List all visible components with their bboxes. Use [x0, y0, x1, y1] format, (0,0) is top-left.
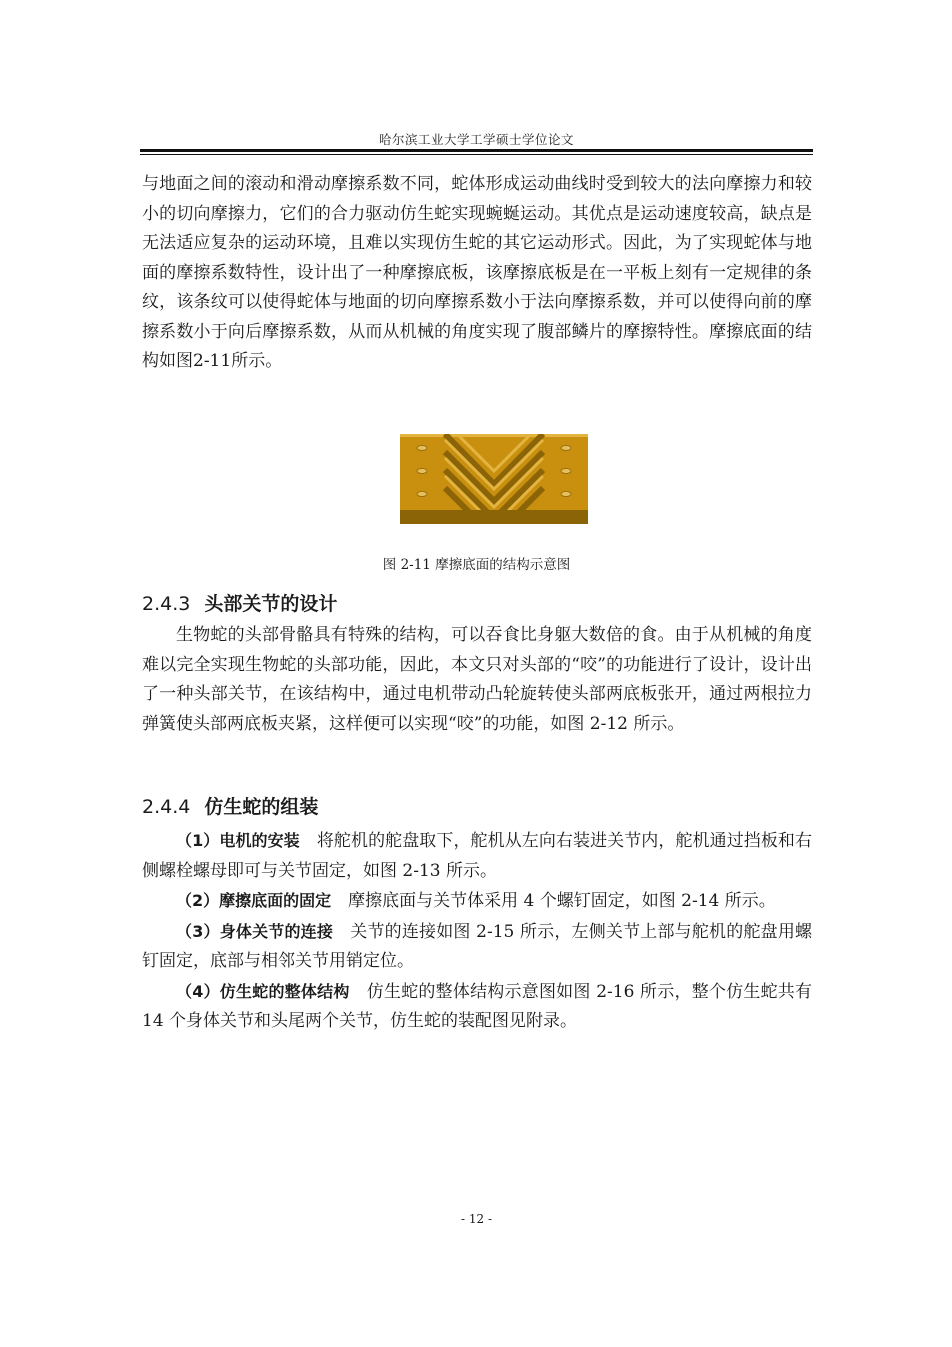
hole-left-2 [417, 469, 427, 474]
item-text: 将舵机的舵盘取下，舵机从左向右装进关节内，舵机通过挡板和右侧螺栓螺母即可与关节固定，如图 2-13 所示。 [142, 831, 813, 881]
item-label: （3）身体关节的连接 [176, 921, 334, 941]
section-title: 仿生蛇的组装 [204, 796, 319, 818]
section-title: 头部关节的设计 [204, 593, 338, 615]
figure-caption: 图 2-11 摩擦底面的结构示意图 [382, 557, 571, 573]
assembly-item-4 [142, 977, 812, 1037]
item-label: （2）摩擦底面的固定 [176, 891, 332, 910]
header-rule-thick [140, 149, 813, 152]
item-text: 仿生蛇的整体结构示意图如图 2-16 所示，整个仿生蛇共有 14 个身体关节和头尾两个关节，仿生蛇的装配图见附录。 [142, 981, 813, 1031]
assembly-item-3 [142, 917, 812, 977]
section-heading-2-4-3 [142, 589, 337, 616]
page-number: - 12 - [460, 1212, 492, 1226]
hole-right-2 [561, 469, 571, 474]
running-header: 哈尔滨工业大学工学硕士学位论文 [378, 132, 574, 147]
body-text-top [142, 170, 812, 377]
section-heading-2-4-4 [142, 792, 318, 819]
plate-top-edge [400, 434, 588, 437]
body-text-2-4-3 [142, 621, 812, 739]
friction-plate-figure [400, 434, 588, 524]
section-number: 2.4.3 [142, 593, 191, 615]
hole-left-1 [417, 446, 427, 451]
assembly-item-2 [142, 886, 812, 917]
hole-right-3 [561, 492, 571, 497]
paragraph-head-joint: 生物蛇的头部骨骼具有特殊的结构，可以吞食比身躯大数倍的食。由于从机械的角度难以完全实现生物蛇的头部功能，因此，本文只对头部的“咬”的功能进行了设计，设计出了一种头部关节，在该结构中，通过电机带动凸轮旋转使头部两底板张开，通过两根拉力弹簧使头部两底板夹紧，这样便可以实现“咬”的功能，如图 2-12 所示。 [142, 625, 812, 734]
section-number: 2.4.4 [142, 796, 191, 818]
header-rule-thin [140, 154, 813, 155]
body-text-2-4-4 [142, 826, 812, 1037]
item-text: 关节的连接如图 2-15 所示，左侧关节上部与舵机的舵盘用螺钉固定，底部与相邻关节用销定位。 [142, 921, 813, 971]
plate-bottom-edge-front [400, 510, 588, 524]
paragraph-friction: 与地面之间的滚动和滑动摩擦系数不同，蛇体形成运动曲线时受到较大的法向摩擦力和较小的切向摩擦力，它们的合力驱动仿生蛇实现蜿蜒运动。其优点是运动速度较高，缺点是无法适应复杂的运动环境，且难以实现仿生蛇的其它运动形式。因此，为了实现蛇体与地面的摩擦系数特性，设计出了一种摩擦底板，该摩擦底板是在一平板上刻有一定规律的条纹，该条纹可以使得蛇体与地面的切向摩擦系数小于法向摩擦系数，并可以使得向前的摩擦系数小于向后摩擦系数，从而从机械的角度实现了腹部鳞片的摩擦特性。摩擦底面的结构如图2-11所示。 [142, 174, 812, 371]
assembly-item-1 [142, 826, 812, 886]
item-label: （1）电机的安装 [176, 831, 300, 850]
item-label: （4）仿生蛇的整体结构 [176, 981, 350, 1001]
item-text: 摩擦底面与关节体采用 4 个螺钉固定，如图 2-14 所示。 [348, 891, 776, 911]
hole-left-3 [417, 492, 427, 497]
hole-right-1 [561, 446, 571, 451]
